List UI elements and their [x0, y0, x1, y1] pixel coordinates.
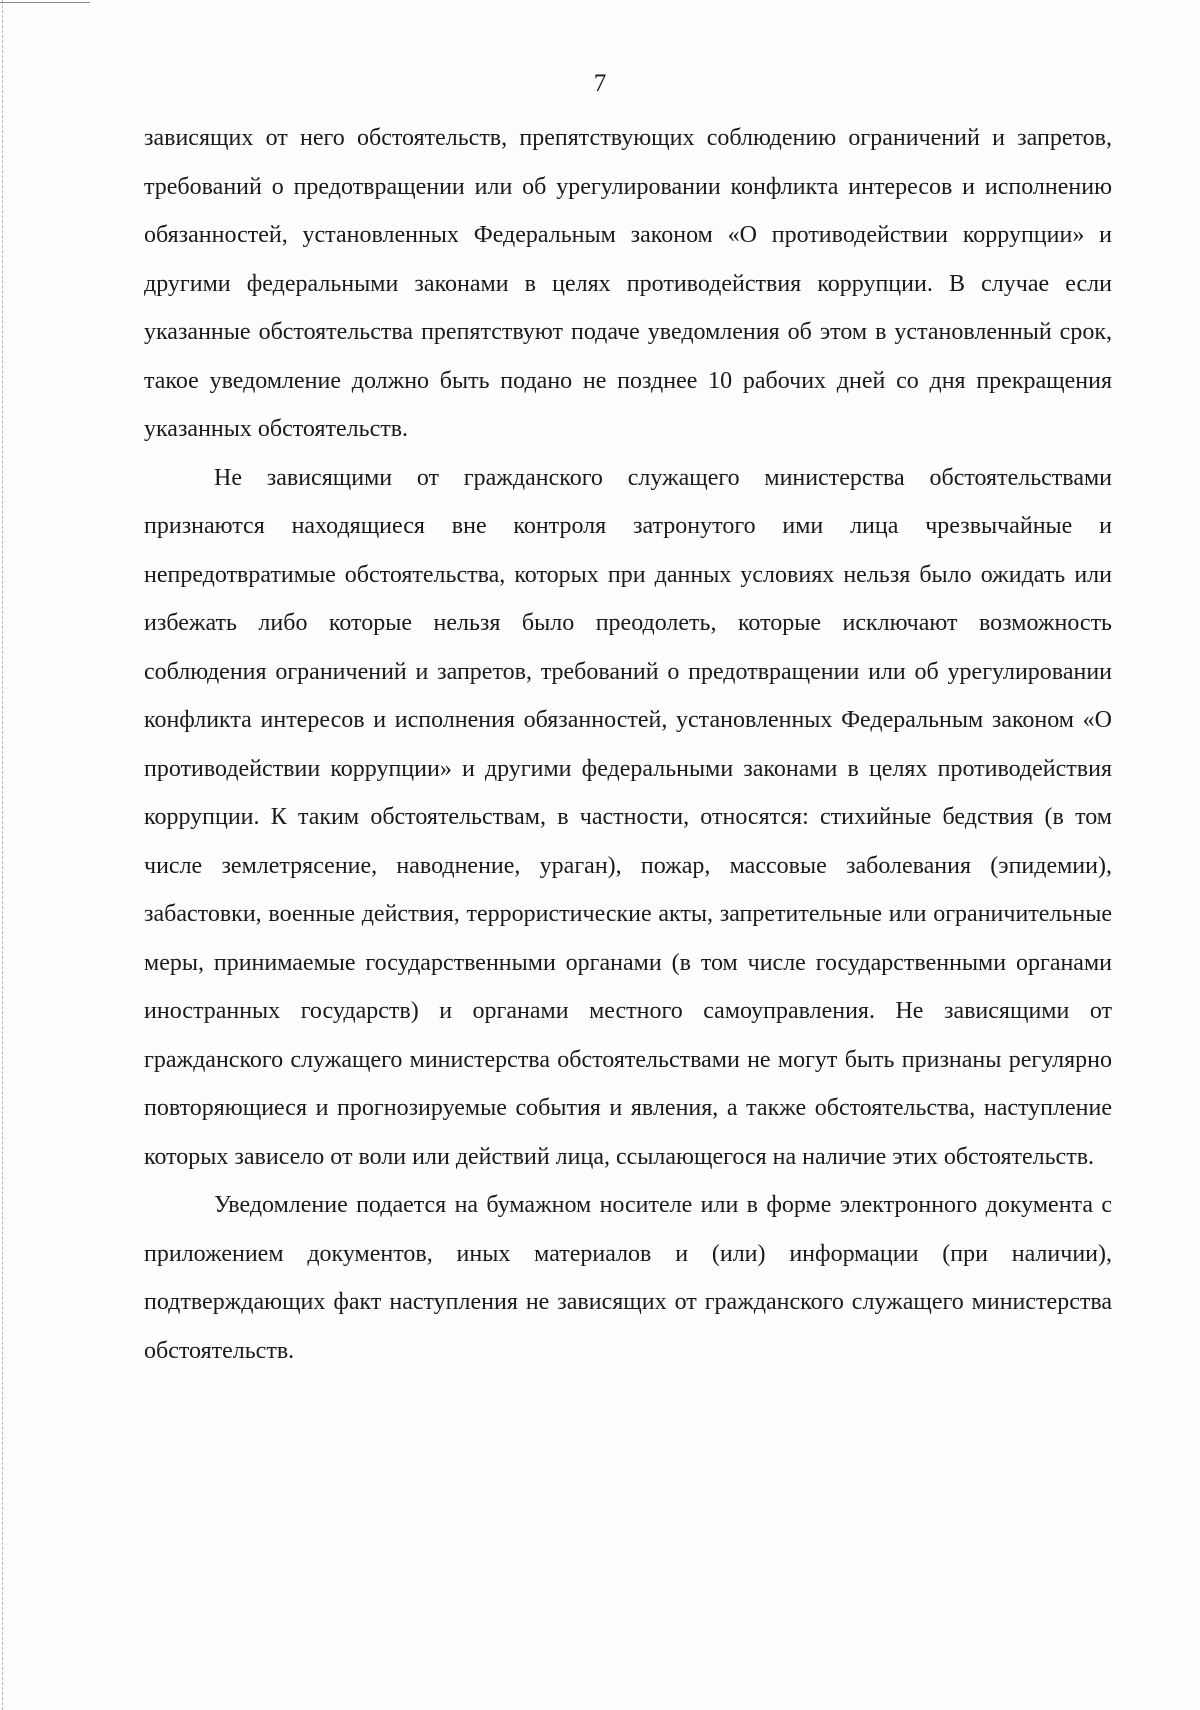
paragraph-notification-form: Уведомление подается на бумажном носителе или в форме электронного документа с приложением документов, иных материалов и (или) информации (при наличии), подтверждающих факт наступления не зависящих от гражданского служащего министерства обстоятельств. [144, 1192, 1112, 1364]
paragraph-circumstances-definition: Не зависящими от гражданского служащего министерства обстоятельствами признаются находящиеся вне контроля затронутого ими лица чрезвычайные и непредотвратимые обстоятельства, которых при данных условиях нельзя было ожидать или избежать либо которые нельзя было преодолеть, которые исключают возможность соблюдения ограничений и запретов, требований о предотвращении или об урегулировании конфликта интересов и исполнения обязанностей, установленных Федеральным законом «О противодействии коррупции» и другими федеральными законами в целях противодействия коррупции. К таким обстоятельствам, в частности, относятся: стихийные бедствия (в том числе землетрясение, наводнение, ураган), пожар, массовые заболевания (эпидемии), забастовки, военные действия, террористические акты, запретительные или ограничительные меры, принимаемые государственными органами (в том числе государственными органами иностранных государств) и органами местного самоуправления. Не зависящими от гражданского служащего министерства обстоятельствами не могут быть признаны регулярно повторяющиеся и прогнозируемые события и явления, а также обстоятельства, наступление которых зависело от воли или действий лица, ссылающегося на наличие этих обстоятельств. [144, 464, 1112, 1170]
document-body [144, 114, 1112, 1375]
page-number: 7 [593, 70, 607, 97]
scan-edge-left [2, 0, 3, 1710]
paragraph-continuation: зависящих от него обстоятельств, препятствующих соблюдению ограничений и запретов, требований о предотвращении или об урегулировании конфликта интересов и исполнению обязанностей, установленных Федеральным законом «О противодействии коррупции» и другими федеральными законами в целях противодействия коррупции. В случае если указанные обстоятельства препятствуют подаче уведомления об этом в установленный срок, такое уведомление должно быть подано не позднее 10 рабочих дней со дня прекращения указанных обстоятельств. [144, 125, 1112, 442]
scan-edge-top [0, 2, 90, 3]
